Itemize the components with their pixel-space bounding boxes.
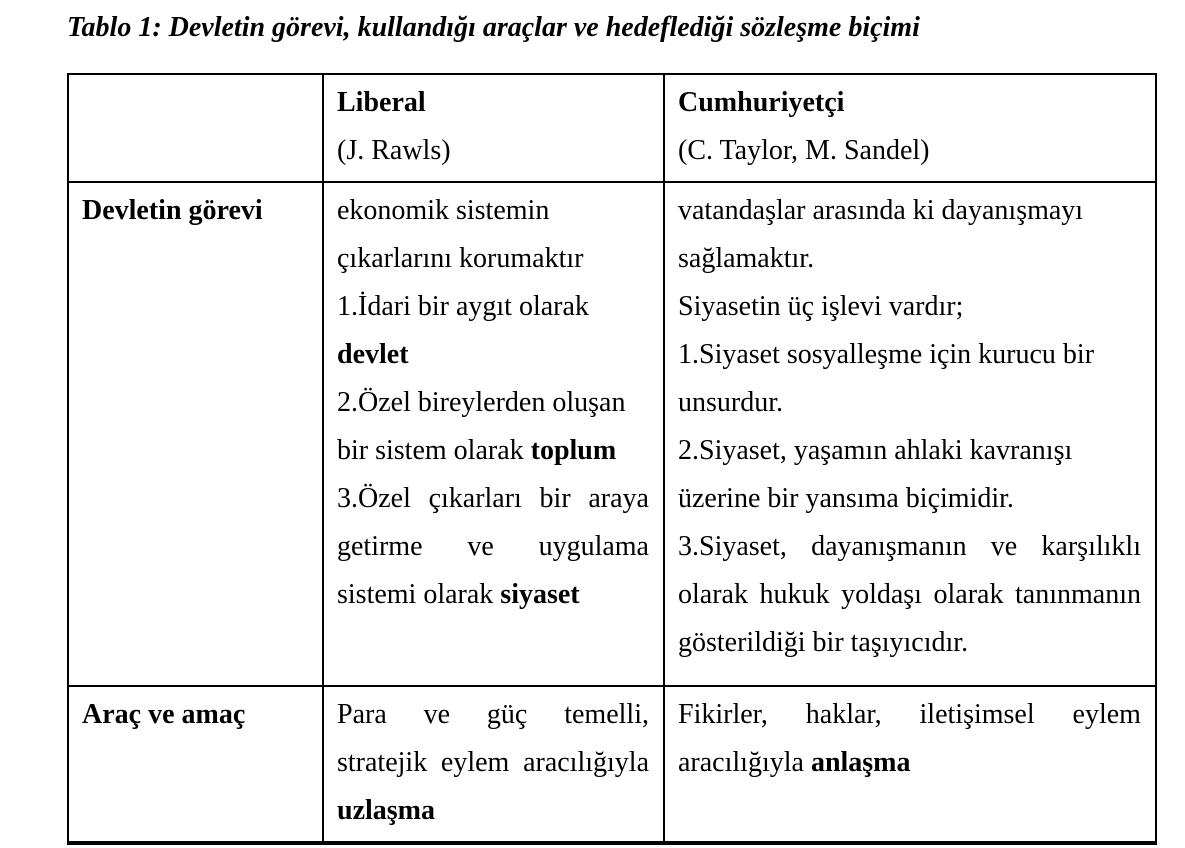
column-title-liberal: Liberal bbox=[337, 87, 426, 118]
text-line: ekonomik sistemin bbox=[337, 195, 550, 226]
text-line: Para ve güç temelli, bbox=[337, 699, 649, 730]
text-line: vatandaşlar arasında ki dayanışmayı bbox=[678, 195, 1084, 226]
text-line: devlet bbox=[337, 339, 409, 370]
header-row bbox=[68, 74, 1156, 182]
text-line: 3.Özel çıkarları bir araya bbox=[337, 483, 649, 514]
text-line: Fikirler, haklar, iletişimsel eylem bbox=[678, 699, 1141, 730]
cell-cumhuriyetci-arac-ve-amac bbox=[664, 686, 1156, 843]
row-label-cell bbox=[68, 686, 323, 843]
text-line: 1.Siyaset sosyalleşme için kurucu bir bbox=[678, 339, 1095, 370]
table-caption: Tablo 1: Devletin görevi, kullandığı araçlar ve hedeflediği sözleşme biçimi bbox=[67, 12, 920, 43]
row-label: Devletin görevi bbox=[82, 195, 263, 226]
comparison-table bbox=[67, 73, 1157, 845]
text-line: 3.Siyaset, dayanışmanın ve karşılıklı bbox=[678, 531, 1141, 562]
text-line: 2.Özel bireylerden oluşan bbox=[337, 387, 626, 418]
text-line: Siyasetin üç işlevi vardır; bbox=[678, 291, 964, 322]
cell-liberal-arac-ve-amac bbox=[323, 686, 664, 843]
text-line: bir sistem olarak toplum bbox=[337, 435, 617, 466]
text-line: stratejik eylem aracılığıyla bbox=[337, 747, 649, 778]
table-row-arac-ve-amac bbox=[68, 686, 1156, 843]
text-line: getirme ve uygulama bbox=[337, 531, 649, 562]
row-label-cell bbox=[68, 182, 323, 686]
text-line: olarak hukuk yoldaşı olarak tanınmanın bbox=[678, 579, 1141, 610]
column-subtitle-liberal: (J. Rawls) bbox=[337, 135, 451, 166]
text-line: 2.Siyaset, yaşamın ahlaki kavranışı bbox=[678, 435, 1073, 466]
text-line: sağlamaktır. bbox=[678, 243, 815, 274]
text-line: çıkarlarını korumaktır bbox=[337, 243, 584, 274]
cell-liberal-devletin-gorevi bbox=[323, 182, 664, 686]
text-line: unsurdur. bbox=[678, 387, 783, 418]
text-line: sistemi olarak siyaset bbox=[337, 579, 580, 610]
header-empty-cell bbox=[68, 74, 323, 182]
text-line: gösterildiği bir taşıyıcıdır. bbox=[678, 627, 969, 658]
header-cell-cumhuriyetci bbox=[664, 74, 1156, 182]
text-line: uzlaşma bbox=[337, 795, 435, 826]
table-row-devletin-gorevi bbox=[68, 182, 1156, 686]
cell-cumhuriyetci-devletin-gorevi bbox=[664, 182, 1156, 686]
text-line: üzerine bir yansıma biçimidir. bbox=[678, 483, 1014, 514]
header-cell-liberal bbox=[323, 74, 664, 182]
column-title-cumhuriyetci: Cumhuriyetçi bbox=[678, 87, 845, 118]
text-line: aracılığıyla anlaşma bbox=[678, 747, 911, 778]
column-subtitle-cumhuriyetci: (C. Taylor, M. Sandel) bbox=[678, 135, 930, 166]
row-label: Araç ve amaç bbox=[82, 699, 246, 730]
text-line: 1.İdari bir aygıt olarak bbox=[337, 291, 589, 322]
